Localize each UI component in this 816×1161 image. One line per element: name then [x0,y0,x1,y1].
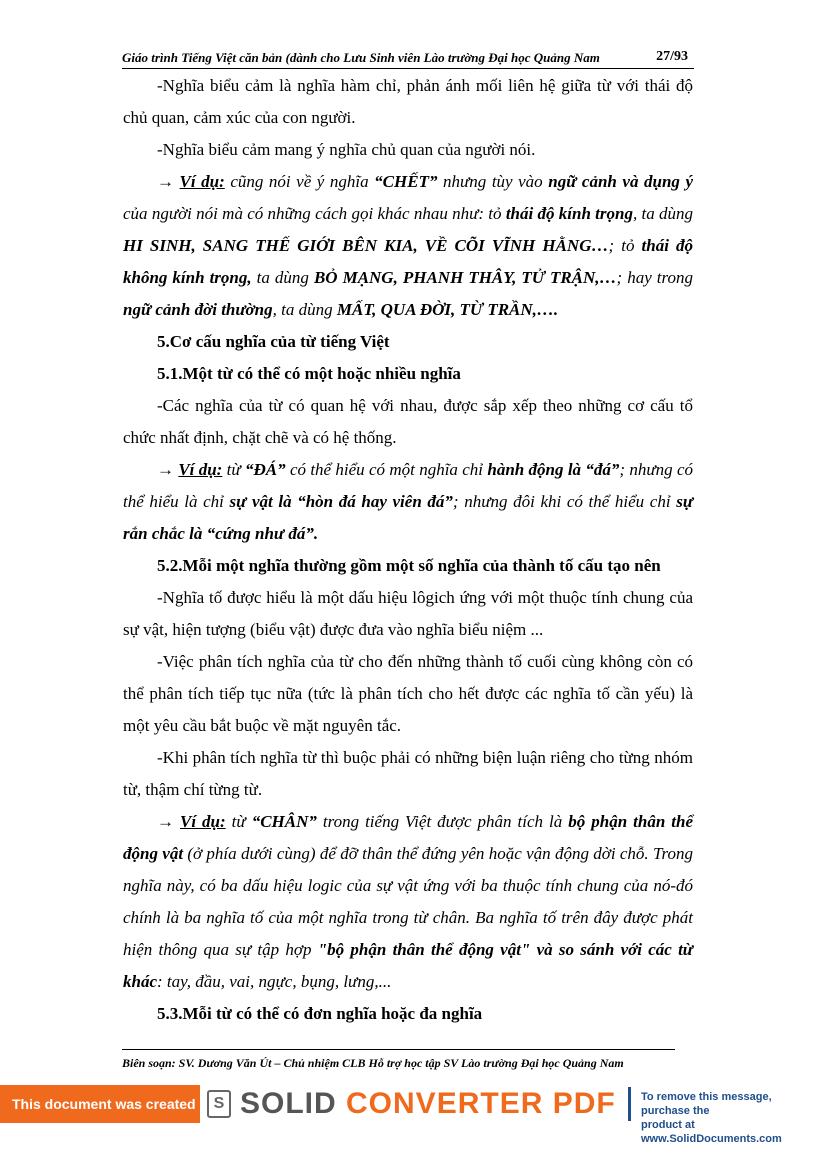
example-paragraph [123,806,693,998]
example-label: Ví dụ: [178,460,223,479]
banner-right-line: product at www.SolidDocuments.com [641,1119,782,1145]
paragraph: -Việc phân tích nghĩa của từ cho đến những thành tố cuối cùng không còn có thể phân tích tiếp tục nữa (tức là phân tích cho hết được các nghĩa tố cần yếu) là một yêu cầu bắt buộc về mặt nguyên tắc. [123,652,693,735]
section-heading: 5.2.Mỗi một nghĩa thường gồm một số nghĩa của thành tố cấu tạo nên [157,556,661,575]
example-bold: thái độ không kính trọng, [123,236,694,287]
example-text: , ta dùng [632,204,693,223]
section-heading: 5.3.Mỗi từ có thể có đơn nghĩa hoặc đa nghĩa [157,1004,483,1023]
example-text: trong tiếng Việt được phân tích là [316,812,569,831]
example-paragraph [123,166,693,326]
example-paragraph [123,454,693,550]
banner-brand [240,1085,616,1123]
brand-solid: SOLID [240,1087,337,1120]
example-bold: thái độ kính trọng [505,204,633,223]
example-text: ; nhưng đôi khi có thể hiểu chỉ [452,492,677,511]
arrow-right-icon: → [157,460,174,479]
example-text: từ [225,812,252,831]
example-bold: “CHẾT” [374,172,438,191]
example-bold: HI SINH, SANG THẾ GIỚI BÊN KIA, VỀ CÕI VĨNH HẰNG… [123,236,609,255]
example-text: : tay, đầu, vai, ngực, bụng, lưng,... [157,972,392,991]
example-bold: "bộ phận thân thể động vật" và so sánh với các từ khác [123,940,693,991]
banner-purchase-link[interactable] [628,1087,814,1145]
page-footer: Biên soạn: SV. Dương Văn Út – Chủ nhiệm CLB Hỗ trợ học tập SV Lào trường Đại học Quảng Nam [122,1049,675,1071]
example-text: , ta dùng [272,300,337,319]
example-label: Ví dụ: [179,172,225,191]
example-bold: “CHÂN” [251,812,317,831]
solid-logo-icon: S [207,1090,231,1118]
example-bold: ngữ cảnh đời thường [123,300,273,319]
example-text: ; hay trong [616,268,693,287]
paragraph: -Các nghĩa của từ có quan hệ với nhau, được sắp xếp theo những cơ cấu tổ chức nhất định, chặt chẽ và có hệ thống. [123,396,693,447]
section-heading: 5.Cơ cấu nghĩa của từ tiếng Việt [157,332,390,351]
example-bold: BỎ MẠNG, PHANH THÂY, TỬ TRẬN,… [313,268,617,287]
example-bold: bộ phận thân thể động vật [123,812,694,863]
example-text: từ [222,460,245,479]
example-text: (ở phía dưới cùng) để đỡ thân thể đứng yên hoặc vận động dời chỗ. Trong nghĩa này, có ba dấu hiệu logic của sự vật ứng với ba thuộc tính chung của nó-đó chính là ba nghĩa tố của một nghĩa trong từ chân. Ba nghĩa tố trên đây được phát hiện thông qua sự tập hợp [123,844,693,959]
banner-right-line: To remove this message, purchase the [641,1091,772,1117]
paragraph: -Nghĩa biểu cảm mang ý nghĩa chủ quan của người nói. [157,140,536,159]
paragraph: -Nghĩa tố được hiểu là một dấu hiệu lôgich ứng với một thuộc tính chung của sự vật, hiện tượng (biểu vật) được đưa vào nghĩa biểu niệm ... [123,588,693,639]
example-text: ; tỏ [608,236,642,255]
example-bold: ngữ cảnh và dụng ý [548,172,693,191]
arrow-right-icon: → [157,812,174,831]
example-bold: hành động là “đá” [487,460,620,479]
page-header [122,46,694,69]
page-number: 27/93 [656,49,688,64]
example-text: ta dùng [251,268,314,287]
example-label: Ví dụ: [180,812,226,831]
example-bold: “ĐÁ” [245,460,286,479]
section-heading: 5.1.Một từ có thể có một hoặc nhiều nghĩa [157,364,461,383]
converter-banner[interactable] [0,1085,816,1150]
example-bold: MẤT, QUA ĐỜI, TỪ TRẦN,…. [336,300,559,319]
banner-left-text: This document was created using [0,1085,200,1123]
header-title: Giáo trình Tiếng Việt căn bản (dành cho Lưu Sinh viên Lào trường Đại học Quảng Nam [122,50,600,65]
paragraph: -Khi phân tích nghĩa từ thì buộc phải có những biện luận riêng cho từng nhóm từ, thậm chí từng từ. [123,748,693,799]
example-bold: sự rắn chắc là “cứng như đá”. [123,492,694,543]
brand-converter: CONVERTER [346,1087,544,1120]
example-text: ; nhưng có thể hiểu là chỉ [123,460,694,511]
example-text: cũng nói về ý nghĩa [224,172,375,191]
arrow-right-icon: → [157,172,174,191]
example-text: nhưng tùy vào [437,172,549,191]
example-text: của người nói mà có những cách gọi khác nhau như: tỏ [123,204,506,223]
paragraph: -Nghĩa biểu cảm là nghĩa hàm chỉ, phản ánh mối liên hệ giữa từ với thái độ chủ quan, cảm xúc của con người. [123,76,693,127]
example-text: có thể hiểu có một nghĩa chỉ [285,460,488,479]
brand-pdf: PDF [552,1087,616,1120]
document-body [123,70,693,1030]
example-bold: sự vật là “hòn đá hay viên đá” [229,492,453,511]
